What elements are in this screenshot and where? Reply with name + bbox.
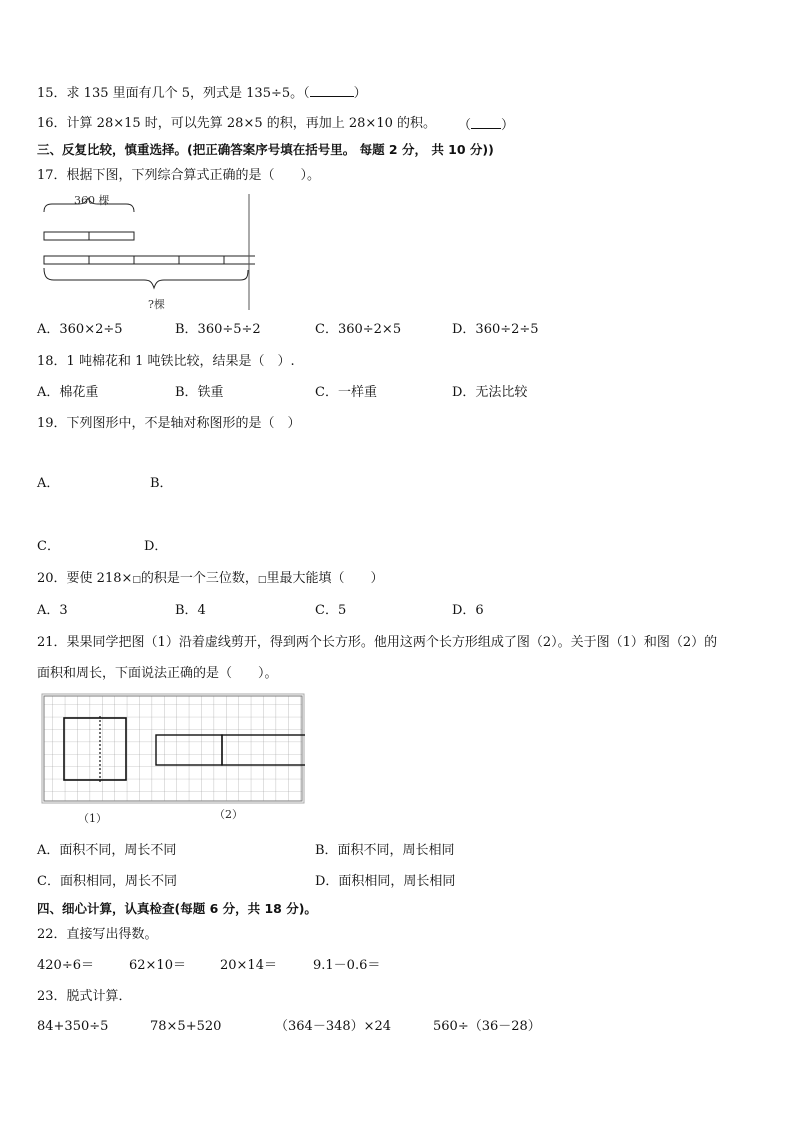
q22-item: 20×14＝ (220, 958, 277, 973)
q19-option-a[interactable]: A． (37, 476, 60, 491)
question-21-line-1: 21．果果同学把图（1）沿着虚线剪开，得到两个长方形。他用这两个长方形组成了图（2）。关于图（1）和图（2）的 (37, 635, 718, 650)
q18-option-c[interactable]: C．一样重 (315, 385, 377, 400)
figure-1-label: （1） (78, 812, 107, 825)
q17-option-b[interactable]: B．360÷5÷2 (175, 322, 261, 337)
section-3-heading: 三、反复比较，慎重选择。(把正确答案序号填在括号里。 每题 2 分， 共 10 分)) (37, 142, 494, 157)
answer-blank[interactable] (310, 84, 354, 97)
q20-option-a[interactable]: A．3 (37, 603, 68, 618)
q18-option-b[interactable]: B．铁重 (175, 385, 224, 400)
q21-option-c[interactable]: C．面积相同，周长不同 (37, 874, 177, 889)
q19-option-c[interactable]: C． (37, 539, 60, 554)
q18-option-a[interactable]: A．棉花重 (37, 385, 99, 400)
top-brace-label: 360 棵 (74, 194, 110, 207)
q21-option-a[interactable]: A．面积不同，周长不同 (37, 843, 177, 858)
question-20: 20．要使 218×□的积是一个三位数，□里最大能填（ ） (37, 571, 384, 586)
question-21-line-2: 面积和周长，下面说法正确的是（ ）。 (37, 666, 278, 681)
q19-option-d[interactable]: D． (144, 539, 168, 554)
q20-option-b[interactable]: B．4 (175, 603, 206, 618)
q23-item: 84+350÷5 (37, 1019, 109, 1034)
question-16: 16．计算 28×15 时，可以先算 28×5 的积，再加上 28×10 的积。 (37, 116, 436, 131)
bottom-brace (44, 268, 248, 288)
question-17: 17．根据下图，下列综合算式正确的是（ ）。 (37, 168, 321, 183)
answer-blank[interactable] (471, 116, 501, 129)
question-15: 15．求 135 里面有几个 5，列式是 135÷5。（ ） (37, 86, 367, 101)
q19-option-b[interactable]: B． (150, 476, 173, 491)
figure-2-label: （2） (214, 808, 243, 821)
q23-item: 560÷（36－28） (433, 1019, 541, 1034)
blank-box-icon: □ (132, 575, 141, 585)
q17-option-c[interactable]: C．360÷2×5 (315, 322, 402, 337)
q23-item: 78×5+520 (150, 1019, 222, 1034)
q17-line-diagram (40, 190, 255, 316)
bottom-brace-label: ?棵 (148, 298, 165, 311)
section-4-heading: 四、细心计算，认真检查(每题 6 分，共 18 分)。 (37, 901, 317, 916)
grid-background (44, 696, 302, 801)
q22-item: 420÷6＝ (37, 958, 94, 973)
q20-option-c[interactable]: C．5 (315, 603, 347, 618)
q21-option-b[interactable]: B．面积不同，周长相同 (315, 843, 455, 858)
blank-box-icon: □ (257, 575, 267, 585)
question-16-blank: （ ） (458, 118, 515, 133)
question-22: 22．直接写出得数。 (37, 927, 158, 942)
q21-grid-figure (40, 692, 305, 832)
q17-option-d[interactable]: D．360÷2÷5 (452, 322, 539, 337)
q22-item: 9.1－0.6＝ (313, 958, 381, 973)
q21-option-d[interactable]: D．面积相同，周长相同 (315, 874, 456, 889)
q23-item: （364－348）×24 (275, 1019, 392, 1034)
q20-option-d[interactable]: D．6 (452, 603, 484, 618)
q18-option-d[interactable]: D．无法比较 (452, 385, 528, 400)
question-19: 19．下列图形中，不是轴对称图形的是（ ） (37, 416, 301, 431)
bottom-bar (44, 256, 255, 264)
question-23: 23．脱式计算． (37, 989, 132, 1004)
question-18: 18．1 吨棉花和 1 吨铁比较，结果是（ ）. (37, 354, 295, 369)
q22-item: 62×10＝ (129, 958, 186, 973)
q17-option-a[interactable]: A．360×2÷5 (37, 322, 123, 337)
